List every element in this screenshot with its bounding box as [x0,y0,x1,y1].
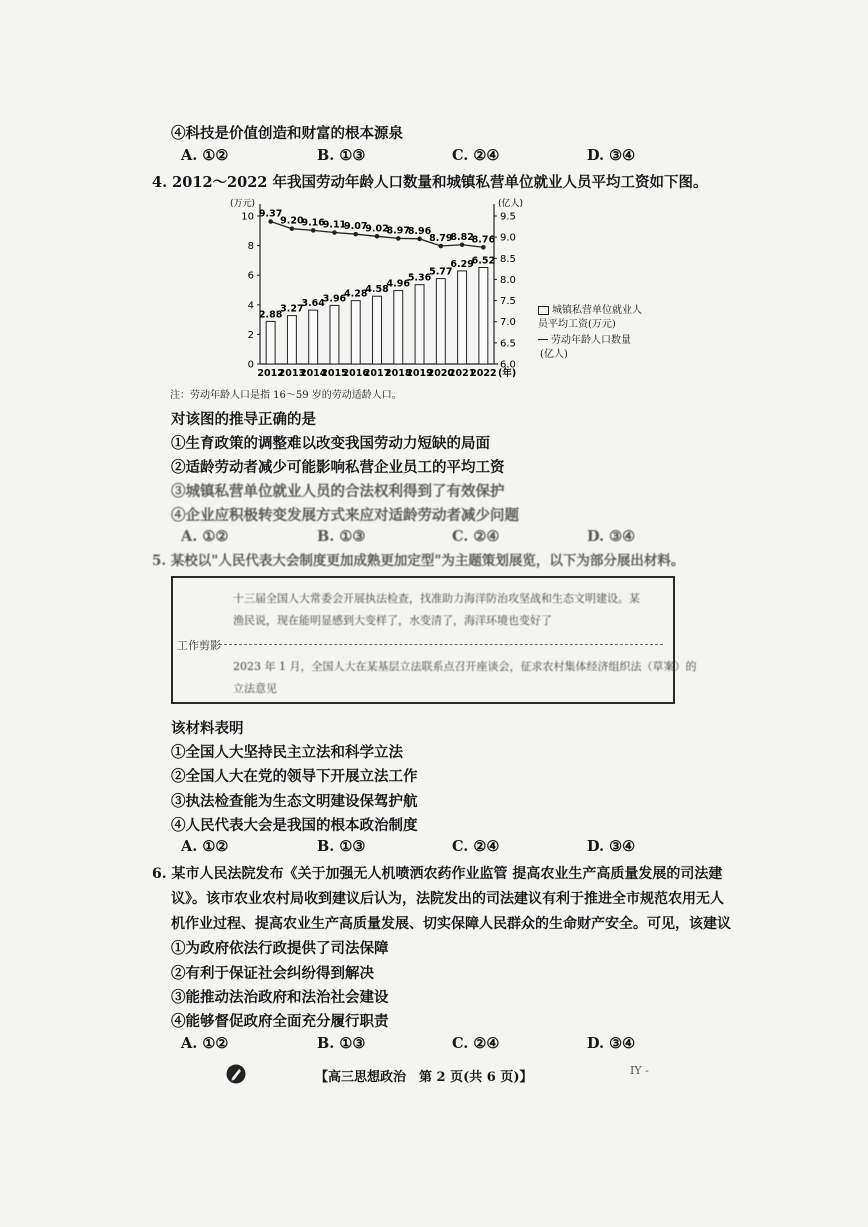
line-point [332,230,337,235]
line-value-label: 9.11 [322,219,347,231]
legend-bar-label [538,304,648,332]
line-value-label: 8.76 [471,234,496,246]
q6-option-c: C. ②④ [452,1035,500,1052]
x-tick-label: 2012 [257,368,284,379]
bar-value-label: 4.96 [386,278,410,290]
q4-options [181,528,651,550]
q3-option-b: B. ①③ [317,147,366,164]
q5-box-line-2: 渔民说，现在能明显感到大变样了，水变清了，海洋环境也变好了 [233,614,552,627]
line-value-label: 8.96 [407,225,432,237]
x-tick-label: 2017 [363,368,391,379]
q6-stem-line-3: 机作业过程、提高农业生产高质量发展、切实保障人民群众的生命财产安全。可见，该建议 [171,916,731,932]
q3-options [181,147,651,169]
x-tick-label: 2016 [342,368,369,379]
line-value-label: 8.82 [450,231,474,243]
q4-note: 注：劳动年龄人口是指 16～59 岁的劳动适龄人口。 [170,390,402,401]
x-tick-label: 2013 [278,368,306,379]
legend-bar-swatch [538,306,549,315]
x-tick-label: 2021 [448,368,476,379]
q4-question: 对该图的推导正确的是 [171,411,316,428]
q4-chart-svg [226,196,646,384]
bar [415,285,424,364]
line-point [290,226,295,231]
right-tick-label: 7.5 [500,296,516,308]
bar [436,279,445,364]
x-tick-label: 2020 [427,368,455,379]
bar [458,271,467,364]
q4-chart [226,196,646,384]
x-tick-label: 2022 [470,368,497,379]
q4-item-2: ②适龄劳动者减少可能影响私营企业员工的平均工资 [171,459,505,476]
corner-mark: IY - [630,1064,649,1077]
q3-option-c: C. ②④ [452,147,500,164]
q5-item-4: ④人民代表大会是我国的根本政治制度 [171,817,418,834]
line-point [439,244,444,249]
bar [266,321,275,364]
q6-item-1: ①为政府依法行政提供了司法保障 [171,940,389,957]
bar [309,310,318,364]
right-tick-label: 9.0 [500,232,516,244]
x-tick-label: 2018 [385,368,412,379]
q5-stem: 5. 某校以"人民代表大会制度更加成熟更加定型"为主题策划展览，以下为部分展出材料。 [152,553,685,569]
line-value-label: 8.79 [429,233,453,245]
right-tick-label: 8.0 [500,274,516,286]
left-tick-label: 10 [241,211,254,223]
q4-option-a: A. ①② [181,528,229,545]
line-point [481,245,486,250]
left-tick-label: 8 [247,241,254,253]
page-footer: 【高三思想政治 第 2 页(共 6 页)】 [315,1070,533,1085]
q5-box-divider [219,644,663,645]
q4-item-3: ③城镇私营单位就业人员的合法权利得到了有效保护 [171,483,505,500]
legend-line-label [538,334,631,348]
q5-box-label: 工作剪影 [177,639,221,652]
bar-value-label: 3.27 [280,303,304,315]
q5-intro: 该材料表明 [171,720,244,737]
q6-item-4: ④能够督促政府全面充分履行职责 [171,1013,389,1030]
bar [351,301,360,364]
pen-icon [226,1063,246,1085]
line-point [353,232,358,237]
line-point [460,242,465,247]
q5-option-d: D. ③④ [587,838,636,855]
bar-value-label: 4.28 [344,288,368,300]
q6-stem-line-1: 6. 某市人民法院发布《关于加强无人机喷洒农药作业监管 提高农业生产高质量发展的司法建 [152,866,723,882]
legend-line-text: 劳动年龄人口数量 [551,335,631,346]
bar [330,305,339,364]
q3-option-a: A. ①② [181,147,229,164]
line-value-label: 9.07 [344,221,368,233]
right-tick-label: 7.0 [500,317,516,329]
line-point [375,234,380,239]
q6-option-a: A. ①② [181,1035,229,1052]
q6-stem-line-2: 议》。该市农业农村局收到建议后认为，法院发出的司法建议有利于推进全市规范农用无人 [171,891,724,907]
q6-item-2: ②有利于保证社会纠纷得到解决 [171,965,374,982]
q4-item-1: ①生育政策的调整难以改变我国劳动力短缺的局面 [171,435,490,452]
q5-material-box [171,576,697,704]
q5-item-3: ③执法检查能为生态文明建设保驾护航 [171,793,418,810]
right-tick-label: 9.5 [500,211,516,223]
q6-options [181,1035,651,1057]
q5-item-2: ②全国人大在党的领导下开展立法工作 [171,768,418,785]
left-tick-label: 0 [247,359,254,371]
line-point [396,236,401,241]
x-tick-label: 2014 [299,368,327,379]
right-tick-label: 6.5 [500,338,516,350]
bar-value-label: 5.77 [429,266,453,278]
q4-option-b: B. ①③ [317,528,366,545]
bar [394,291,403,364]
q5-option-a: A. ①② [181,838,229,855]
right-tick-label: 6.0 [500,359,516,371]
legend-bar-text: 城镇私营单位就业人员平均工资(万元) [538,305,642,330]
q4-item-4: ④企业应积极转变发展方式来应对适龄劳动者减少问题 [171,507,519,524]
bar-value-label: 6.29 [450,258,474,270]
left-axis-unit: (万元) [230,199,256,209]
q4-option-d: D. ③④ [587,528,636,545]
q6-option-b: B. ①③ [317,1035,366,1052]
left-tick-label: 2 [247,329,254,341]
q5-options [181,838,651,860]
q5-box-line-4: 立法意见 [233,682,277,695]
q6-option-d: D. ③④ [587,1035,636,1052]
legend-line-unit: (亿人) [540,349,568,360]
x-axis-unit: (年) [498,368,517,379]
bar [373,296,382,364]
q5-item-1: ①全国人大坚持民主立法和科学立法 [171,744,403,761]
q4-stem: 4. 2012～2022 年我国劳动年龄人口数量和城镇私营单位就业人员平均工资如下图。 [152,174,708,191]
q4-option-c: C. ②④ [452,528,500,545]
bar-value-label: 2.88 [258,309,283,321]
line-point [417,237,422,242]
x-tick-label: 2019 [406,368,433,379]
bar-value-label: 5.36 [407,272,432,284]
left-tick-label: 6 [247,270,254,282]
q5-option-c: C. ②④ [452,838,500,855]
line-value-label: 9.02 [365,223,389,235]
line-value-label: 9.37 [258,208,283,220]
line-point [311,228,316,233]
bar [287,316,296,364]
q5-box-line-1: 十三届全国人大常委会开展执法检查，找准助力海洋防治攻坚战和生态文明建设。某 [233,592,640,605]
right-axis-unit: (亿人) [498,199,524,209]
q3-last-item: ④科技是价值创造和财富的根本源泉 [171,125,403,142]
q3-option-d: D. ③④ [587,147,636,164]
line-value-label: 9.20 [280,215,304,227]
bar-value-label: 6.52 [471,255,496,267]
line-point [268,219,273,224]
bar-value-label: 3.96 [322,293,347,305]
right-tick-label: 8.5 [500,253,516,265]
q5-box-line-3: 2023 年 1 月，全国人大在某基层立法联系点召开座谈会，征求农村集体经济组织法（草案）的 [233,660,697,673]
q6-item-3: ③能推动法治政府和法治社会建设 [171,989,389,1006]
line-value-label: 8.97 [386,225,410,237]
bar-value-label: 4.58 [365,284,389,296]
left-tick-label: 4 [247,300,254,312]
line-value-label: 9.16 [301,217,325,229]
bar-value-label: 3.64 [301,298,325,310]
q5-option-b: B. ①③ [317,838,366,855]
legend-line-swatch [538,339,548,340]
x-tick-label: 2015 [321,368,348,379]
bar [479,268,488,364]
